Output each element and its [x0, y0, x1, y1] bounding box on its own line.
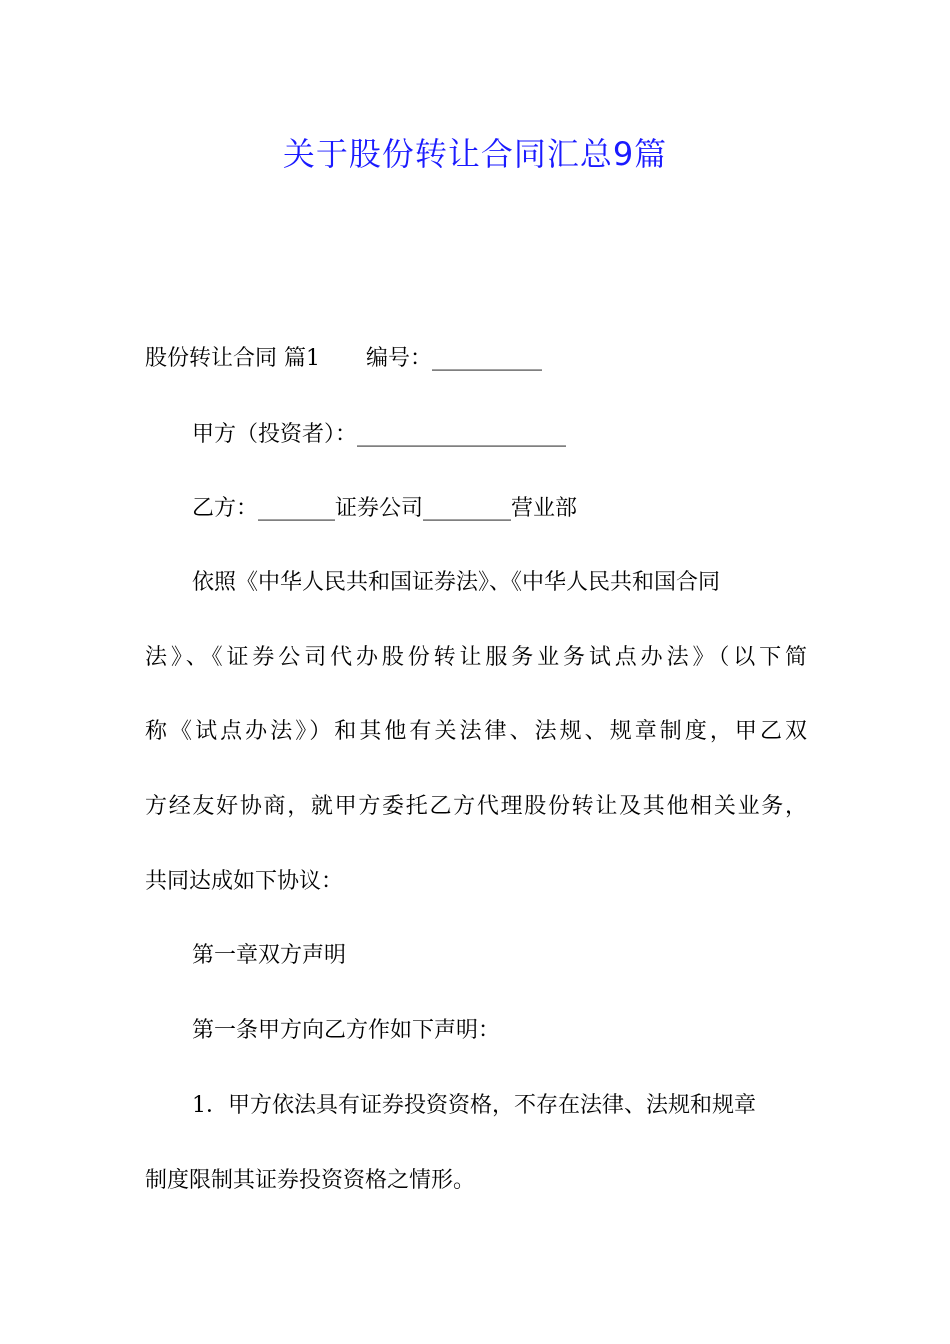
chapter-heading: 第一章双方声明: [192, 943, 347, 968]
preamble-line: 法》、《证券公司代办股份转让服务业务试点办法》（以下简: [145, 645, 807, 670]
preamble-line: 共同达成如下协议：: [145, 869, 344, 894]
contract-header-line: [145, 343, 542, 375]
party-a-line: 甲方（投资者）：___________________: [192, 422, 567, 447]
contract-number-label: 编号：__________: [366, 346, 543, 371]
article-heading: 第一条甲方向乙方作如下声明：: [192, 1018, 501, 1043]
preamble-line: 方经友好协商，就甲方委托乙方代理股份转让及其他相关业务，: [145, 794, 807, 819]
contract-name: 股份转让合同 篇1: [145, 346, 320, 371]
party-b-line: 乙方：_______证券公司________营业部: [192, 496, 578, 521]
clause-line: 制度限制其证券投资资格之情形。: [145, 1168, 476, 1193]
preamble-line: 依照《中华人民共和国证券法》、《中华人民共和国合同: [192, 570, 721, 595]
preamble-line: 称《试点办法》）和其他有关法律、法规、规章制度，甲乙双: [145, 719, 807, 744]
document-title: 关于股份转让合同汇总9篇: [282, 135, 668, 173]
clause-line: 1．甲方依法具有证券投资资格，不存在法律、法规和规章: [192, 1093, 756, 1118]
